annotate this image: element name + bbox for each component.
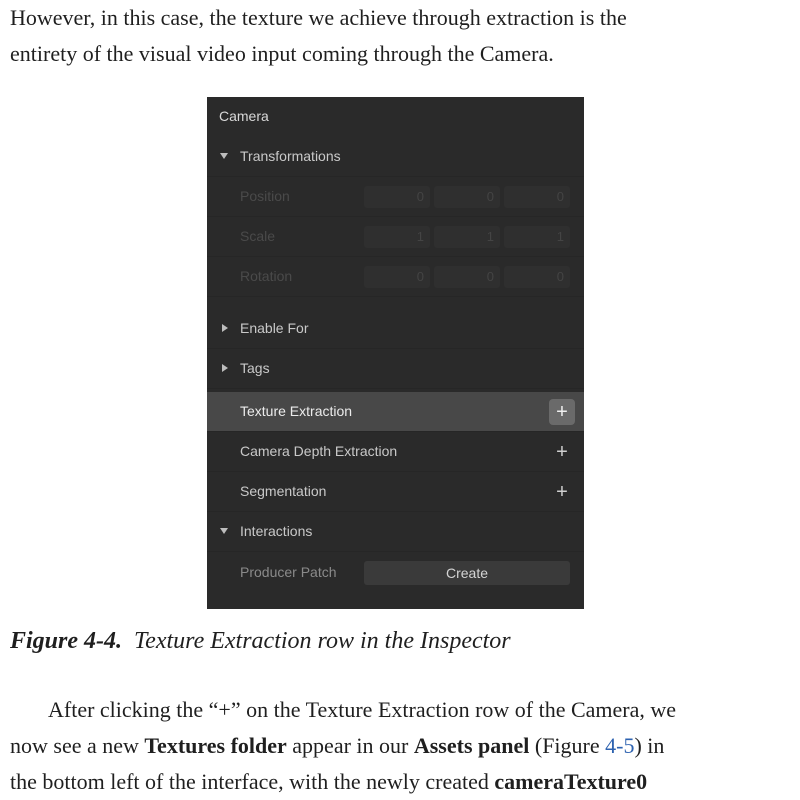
- create-button[interactable]: Create: [364, 561, 570, 585]
- interactions-label: Interactions: [240, 523, 313, 539]
- tags-section[interactable]: [207, 349, 584, 389]
- figure-caption: [10, 628, 511, 655]
- body-text: now see a new: [10, 733, 145, 758]
- segmentation-row: [207, 472, 584, 512]
- transformations-label: Transformations: [240, 148, 341, 164]
- scale-y-field[interactable]: 1: [434, 226, 500, 248]
- caret-down-icon[interactable]: [220, 528, 228, 534]
- position-y-field[interactable]: 0: [434, 186, 500, 208]
- caret-down-icon[interactable]: [220, 153, 228, 159]
- inspector-title: Camera: [219, 108, 269, 124]
- intro-line-2: entirety of the visual video input coming through the Camera.: [10, 41, 554, 66]
- texture-extraction-label: Texture Extraction: [240, 403, 353, 419]
- position-label: Position: [240, 188, 290, 204]
- add-texture-extraction-button[interactable]: +: [549, 399, 575, 425]
- camera-depth-extraction-label: Camera Depth Extraction: [240, 443, 398, 459]
- camera-depth-extraction-row: [207, 432, 584, 472]
- intro-paragraph: [10, 0, 627, 72]
- position-x-field[interactable]: 0: [364, 186, 430, 208]
- figure-caption-text: Texture Extraction row in the Inspector: [134, 628, 511, 654]
- body-text: appear in our: [286, 733, 414, 758]
- transformations-section[interactable]: [207, 137, 584, 177]
- tags-label: Tags: [240, 360, 270, 376]
- rotation-row: [207, 257, 584, 297]
- interactions-section[interactable]: [207, 512, 584, 552]
- figure-4-5-link[interactable]: 4-5: [605, 733, 635, 758]
- enable-for-section[interactable]: [207, 309, 584, 349]
- add-camera-depth-extraction-button[interactable]: +: [556, 441, 568, 463]
- segmentation-label: Segmentation: [240, 483, 327, 499]
- body-text: (Figure: [529, 733, 606, 758]
- figure-label: Figure 4-4.: [10, 628, 123, 654]
- scale-x-field[interactable]: 1: [364, 226, 430, 248]
- producer-patch-row: [207, 553, 584, 593]
- rotation-label: Rotation: [240, 268, 293, 284]
- body-text: ) in: [634, 733, 665, 758]
- position-z-field[interactable]: 0: [504, 186, 570, 208]
- scale-z-field[interactable]: 1: [504, 226, 570, 248]
- caret-right-icon[interactable]: [222, 324, 228, 332]
- scale-row: [207, 217, 584, 257]
- body-paragraph: [10, 692, 676, 800]
- rotation-x-field[interactable]: 0: [364, 266, 430, 288]
- scale-label: Scale: [240, 228, 276, 244]
- body-line-1: After clicking the “+” on the Texture Extraction row of the Camera, we: [48, 697, 677, 722]
- position-row: [207, 177, 584, 217]
- texture-extraction-row[interactable]: [207, 392, 584, 432]
- textures-folder-term: Textures folder: [144, 733, 287, 758]
- intro-line-1: However, in this case, the texture we achieve through extraction is the: [10, 5, 627, 30]
- rotation-z-field[interactable]: 0: [504, 266, 570, 288]
- camera-texture-term: cameraTexture0: [494, 769, 648, 794]
- producer-patch-label: Producer Patch: [240, 564, 337, 580]
- caret-right-icon[interactable]: [222, 364, 228, 372]
- add-segmentation-button[interactable]: +: [556, 481, 568, 503]
- assets-panel-term: Assets panel: [413, 733, 530, 758]
- body-text: the bottom left of the interface, with the newly created: [10, 769, 495, 794]
- rotation-y-field[interactable]: 0: [434, 266, 500, 288]
- inspector-panel: [207, 97, 584, 609]
- enable-for-label: Enable For: [240, 320, 309, 336]
